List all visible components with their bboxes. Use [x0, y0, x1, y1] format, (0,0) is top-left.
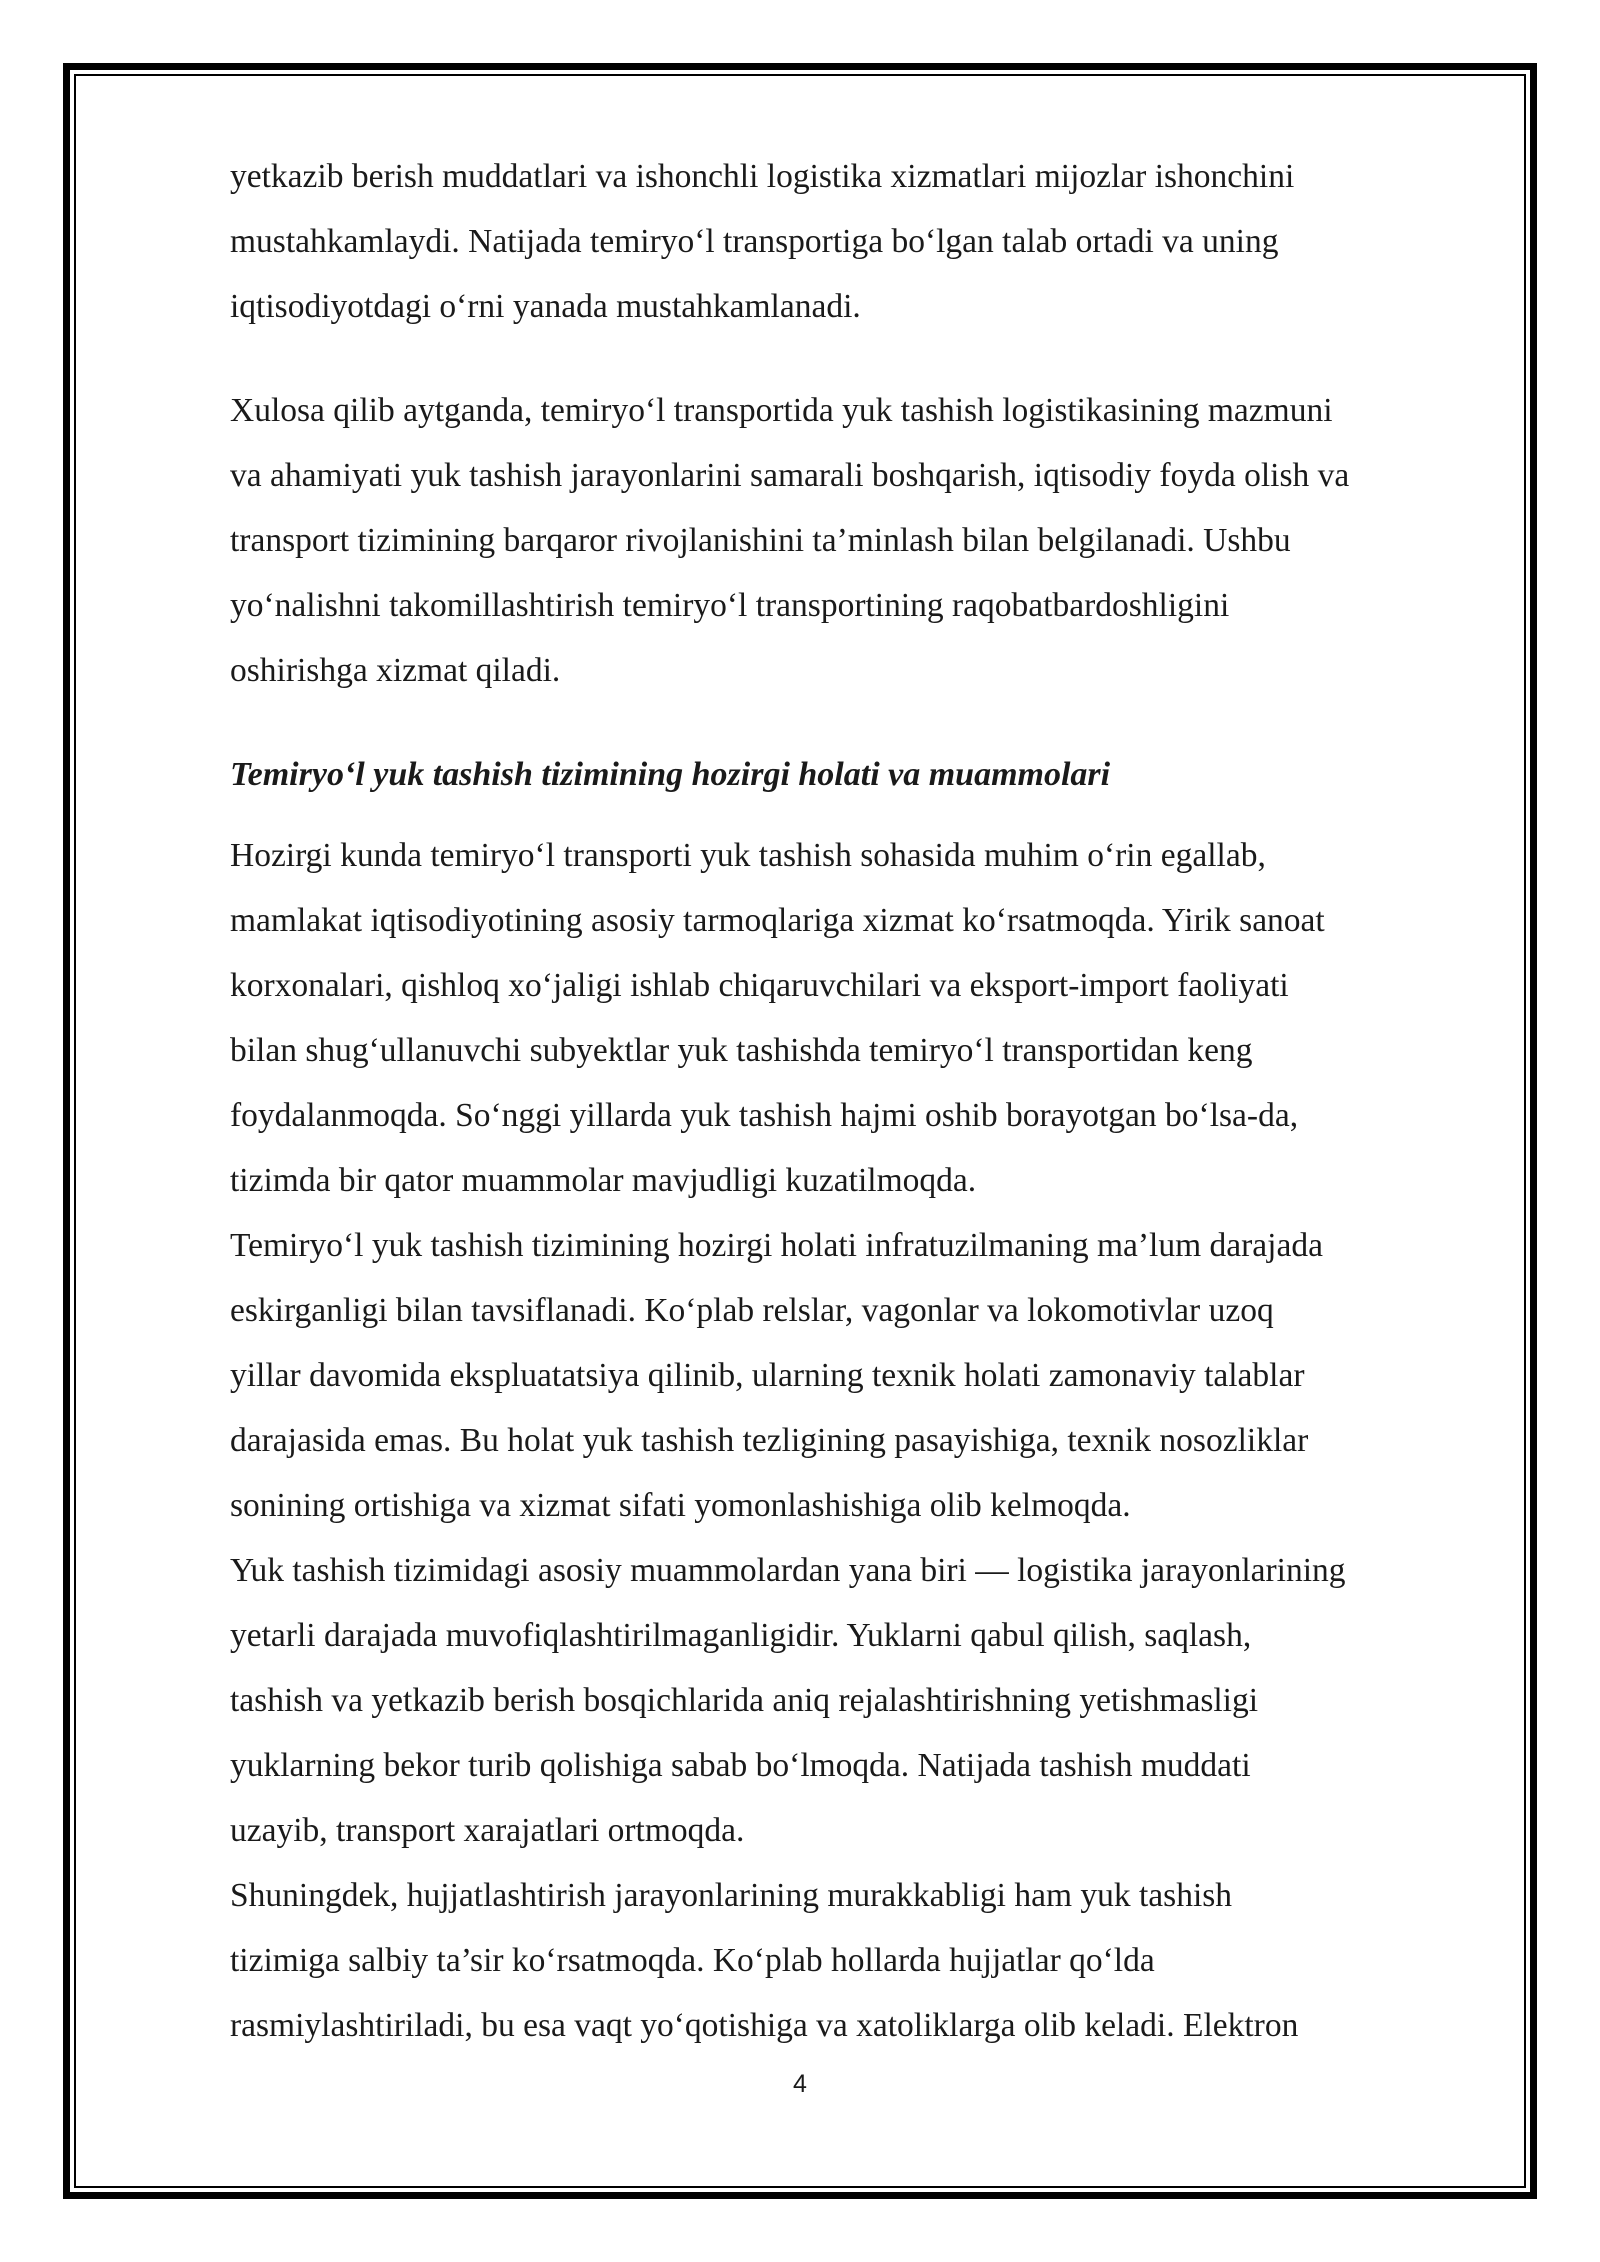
page-number: 4 [793, 2070, 807, 2098]
text-line: Hozirgi kunda temiryo‘l transporti yuk tashish sohasida muhim o‘rin egallab, [230, 837, 1266, 874]
paragraph-infrastructure [230, 1213, 1500, 1538]
text-line: Xulosa qilib aytganda, temiryo‘l transportida yuk tashish logistikasining mazmuni [230, 392, 1333, 429]
document-body [230, 144, 1500, 2058]
text-line: Yuk tashish tizimidagi asosiy muammolardan yana biri — logistika jarayonlarining [230, 1552, 1346, 1589]
text-line: uzayib, transport xarajatlari ortmoqda. [230, 1812, 745, 1849]
section-heading: Temiryo‘l yuk tashish tizimining hozirgi holati va muammolari [230, 756, 1111, 793]
paragraph-conclusion [230, 378, 1500, 703]
paragraph-documentation [230, 1863, 1500, 2058]
text-line: Temiryo‘l yuk tashish tizimining hozirgi holati infratuzilmaning ma’lum darajada [230, 1227, 1323, 1264]
text-line: eskirganligi bilan tavsiflanadi. Ko‘plab relslar, vagonlar va lokomotivlar uzoq [230, 1292, 1274, 1329]
text-line: yo‘nalishni takomillashtirish temiryo‘l transportining raqobatbardoshligini [230, 587, 1230, 624]
text-line: transport tizimining barqaror rivojlanishini ta’minlash bilan belgilanadi. Ushbu [230, 522, 1291, 559]
text-line: yillar davomida ekspluatatsiya qilinib, ularning texnik holati zamonaviy talablar [230, 1357, 1305, 1394]
text-line: oshirishga xizmat qiladi. [230, 652, 561, 689]
text-line: va ahamiyati yuk tashish jarayonlarini samarali boshqarish, iqtisodiy foyda olish va [230, 457, 1350, 494]
text-line: Shuningdek, hujjatlashtirish jarayonlarining murakkabligi ham yuk tashish [230, 1877, 1233, 1914]
text-line: korxonalari, qishloq xo‘jaligi ishlab chiqaruvchilari va eksport-import faoliyati [230, 967, 1289, 1004]
text-line: darajasida emas. Bu holat yuk tashish tezligining pasayishiga, texnik nosozliklar [230, 1422, 1309, 1459]
text-line: yuklarning bekor turib qolishiga sabab bo‘lmoqda. Natijada tashish muddati [230, 1747, 1251, 1784]
paragraph-current-state [230, 823, 1500, 1213]
text-line: rasmiylashtiriladi, bu esa vaqt yo‘qotishiga va xatoliklarga olib keladi. Elektron [230, 2007, 1299, 2044]
text-line: sonining ortishiga va xizmat sifati yomonlashishiga olib kelmoqda. [230, 1487, 1131, 1524]
text-line: mamlakat iqtisodiyotining asosiy tarmoqlariga xizmat ko‘rsatmoqda. Yirik sanoat [230, 902, 1325, 939]
text-line: foydalanmoqda. So‘nggi yillarda yuk tashish hajmi oshib borayotgan bo‘lsa-da, [230, 1097, 1299, 1134]
text-line: yetarli darajada muvofiqlashtirilmaganligidir. Yuklarni qabul qilish, saqlash, [230, 1617, 1252, 1654]
text-line: tizimiga salbiy ta’sir ko‘rsatmoqda. Ko‘plab hollarda hujjatlar qo‘lda [230, 1942, 1155, 1979]
text-line: tashish va yetkazib berish bosqichlarida aniq rejalashtirishning yetishmasligi [230, 1682, 1259, 1719]
text-line: yetkazib berish muddatlari va ishonchli logistika xizmatlari mijozlar ishonchini [230, 158, 1295, 195]
paragraph-logistics-problems [230, 1538, 1500, 1863]
text-line: iqtisodiyotdagi o‘rni yanada mustahkamlanadi. [230, 288, 861, 325]
section-heading-block [230, 742, 1500, 807]
text-line: mustahkamlaydi. Natijada temiryo‘l transportiga bo‘lgan talab ortadi va uning [230, 223, 1279, 260]
paragraph-intro-continuation [230, 144, 1500, 339]
text-line: tizimda bir qator muammolar mavjudligi kuzatilmoqda. [230, 1162, 977, 1199]
text-line: bilan shug‘ullanuvchi subyektlar yuk tashishda temiryo‘l transportidan keng [230, 1032, 1253, 1069]
